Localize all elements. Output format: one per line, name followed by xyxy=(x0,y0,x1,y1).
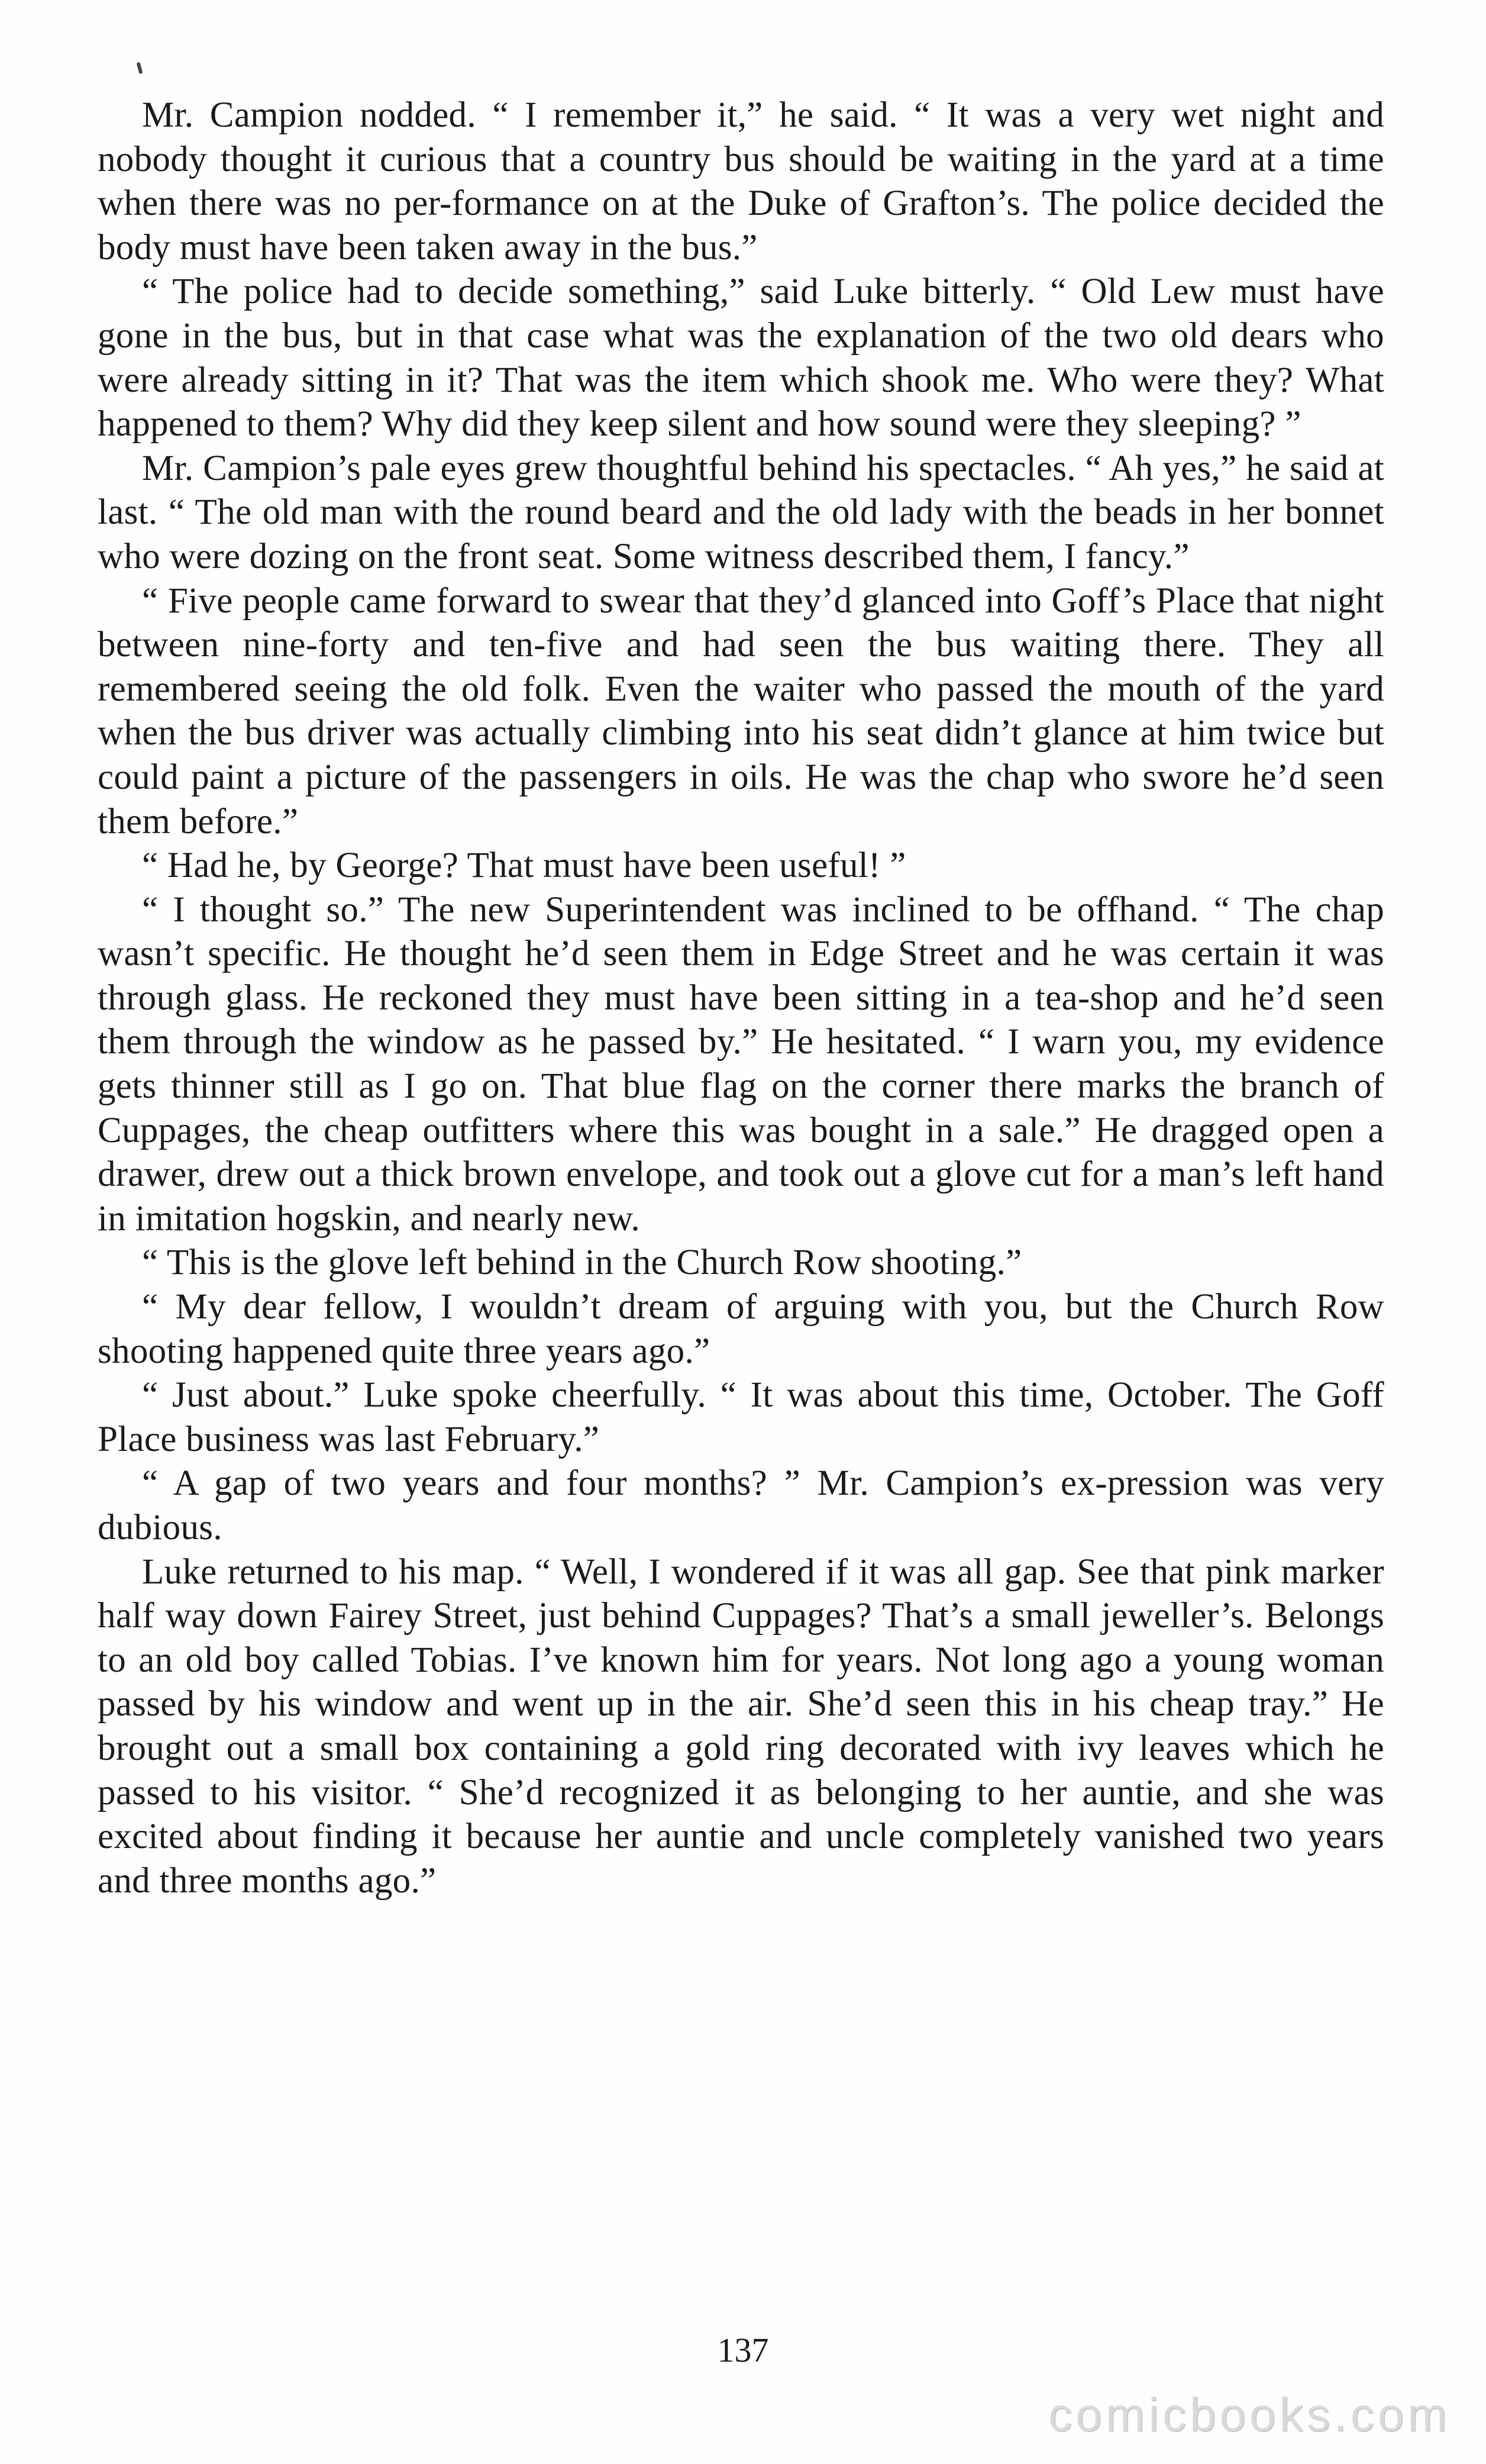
paragraph-8: “ My dear fellow, I wouldn’t dream of arguing with you, but the Church Row shooting happened quite three years ago.” xyxy=(98,1287,1384,1371)
paragraph-5: “ Had he, by George? That must have been useful! ” xyxy=(142,846,906,886)
paragraph-2: “ The police had to decide something,” said Luke bitterly. “ Old Lew must have gone in the bus, but in that case what was the explanation of the two old dears who were already sitting in it? That was the item which shook me. Who were they? What happened to them? Why did they keep silent and how sound were they sleeping? ” xyxy=(98,272,1384,444)
paragraph-1: Mr. Campion nodded. “ I remember it,” he said. “ It was a very wet night and nobody thought it curious that a country bus should be waiting in the yard at a time when there was no per-formance on at the Duke of Grafton’s. The police decided the body must have been taken away in the bus.” xyxy=(98,95,1384,267)
paragraph-10: “ A gap of two years and four months? ” Mr. Campion’s ex-pression was very dubious. xyxy=(98,1463,1384,1547)
paragraph-6: “ I thought so.” The new Superintendent was inclined to be offhand. “ The chap wasn’t specific. He thought he’d seen them in Edge Street and he was certain it was through glass. He reckoned they must have been sitting in a tea-shop and he’d seen them through the window as he passed by.” He hesitated. “ I warn you, my evidence gets thinner still as I go on. That blue flag on the corner there marks the branch of Cuppages, the cheap outfitters where this was bought in a sale.” He dragged open a drawer, drew out a thick brown envelope, and took out a glove cut for a man’s left hand in imitation hogskin, and nearly new. xyxy=(98,889,1384,1239)
paragraph-9: “ Just about.” Luke spoke cheerfully. “ It was about this time, October. The Goff Place business was last February.” xyxy=(98,1375,1384,1459)
paragraph-3: Mr. Campion’s pale eyes grew thoughtful behind his spectacles. “ Ah yes,” he said at last. “ The old man with the round beard and the old lady with the beads in her bonnet who were dozing on the front seat. Some witness described them, I fancy.” xyxy=(98,448,1384,576)
paragraph-11: Luke returned to his map. “ Well, I wondered if it was all gap. See that pink marker half way down Fairey Street, just behind Cuppages? That’s a small jeweller’s. Belongs to an old boy called Tobias. I’ve known him for years. Not long ago a young woman passed by his window and went up in the air. She’d seen this in his cheap tray.” He brought out a small box containing a gold ring decorated with ivy leaves which he passed to his visitor. “ She’d recognized it as belonging to her auntie, and she was excited about finding it because her auntie and uncle completely vanished two years and three months ago.” xyxy=(98,1552,1384,1901)
watermark: comicbooks.com xyxy=(1048,2388,1451,2441)
page-number: 137 xyxy=(717,2331,769,2369)
paragraph-4: “ Five people came forward to swear that they’d glanced into Goff’s Place that night between nine-forty and ten-five and had seen the bus waiting there. They all remembered seeing the old folk. Even the waiter who passed the mouth of the yard when the bus driver was actually climbing into his seat didn’t glance at him twice but could paint a picture of the passengers in oils. He was the chap who swore he’d seen them before.” xyxy=(98,580,1384,841)
body-text xyxy=(98,93,1384,1903)
ink-speck xyxy=(137,62,143,75)
paragraph-7: “ This is the glove left behind in the Church Row shooting.” xyxy=(142,1243,1022,1283)
